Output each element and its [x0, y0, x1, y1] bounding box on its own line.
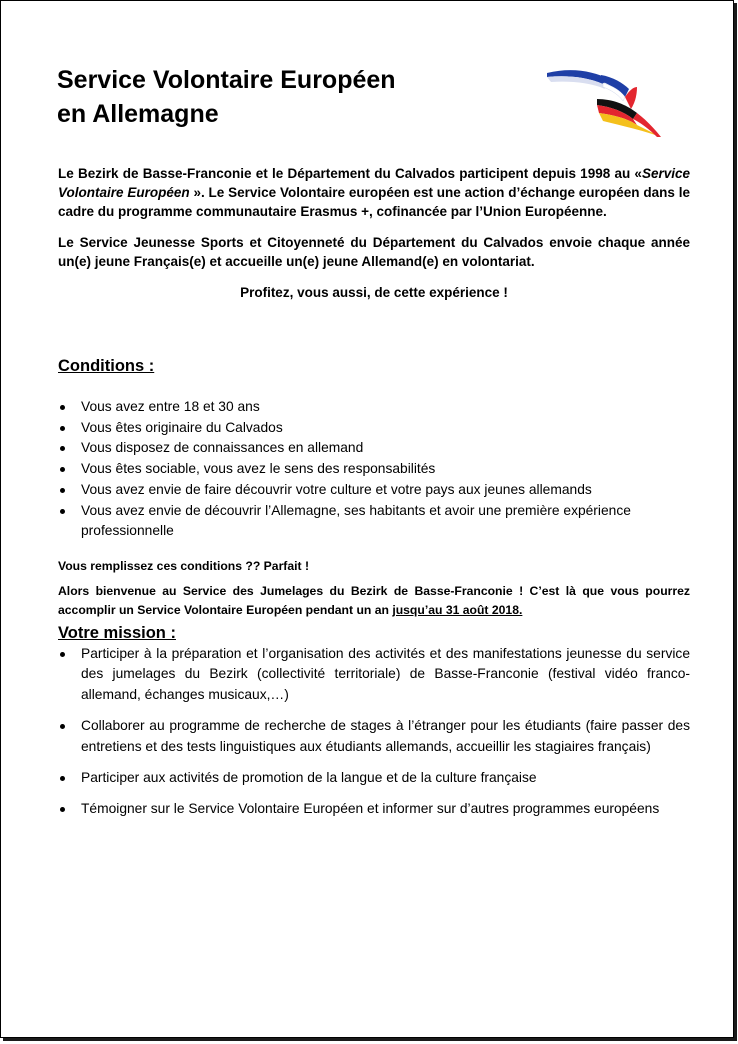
- conditions-heading: Conditions :: [58, 357, 155, 375]
- intro-p1-end: ». Le Service Volontaire européen est une action d’échange européen dans le cadre du programme communautaire Erasmus +, cofinancée par l’Union Européenne.: [58, 185, 690, 219]
- france-germany-flag-logo: [541, 65, 666, 139]
- conditions-list: [58, 397, 690, 542]
- condition-item: Vous avez envie de découvrir l’Allemagne, ses habitants et avoir une première expérience professionnelle: [58, 501, 690, 542]
- mission-heading: Votre mission :: [58, 624, 176, 642]
- intro-paragraph-2: Le Service Jeunesse Sports et Citoyenneté du Département du Calvados envoie chaque année un(e) jeune Français(e) et accueille un(e) jeune Allemand(e) en volontariat.: [58, 235, 690, 269]
- intro-p1-start: Le Bezirk de Basse-Franconie et le Département du Calvados participent depuis 1998 au «: [58, 166, 642, 181]
- alors-text: Alors bienvenue au Service des Jumelages du Bezirk de Basse-Franconie ! C’est là que vous pourrez accomplir un Service Volontaire Européen pendant un an: [58, 584, 690, 617]
- page-title: [57, 63, 396, 131]
- intro-p1-italic: Service Volontaire Européen: [58, 166, 690, 200]
- title-line-2: en Allemagne: [57, 100, 219, 128]
- condition-item: Vous disposez de connaissances en allemand: [58, 438, 690, 459]
- mission-item: Participer aux activités de promotion de la langue et de la culture française: [58, 768, 690, 788]
- profitez-line: Profitez, vous aussi, de cette expérience !: [240, 285, 508, 300]
- title-line-1: Service Volontaire Européen: [57, 66, 396, 94]
- alors-deadline: jusqu’au 31 août 2018.: [392, 603, 523, 617]
- mission-item: Participer à la préparation et l’organisation des activités et des manifestations jeunesse du service des jumelages du Bezirk (collectivité territoriale) de Basse-Franconie (festival vidéo franco-allemand, échanges musicaux,…): [58, 644, 690, 705]
- mission-item: Témoigner sur le Service Volontaire Européen et informer sur d’autres programmes européens: [58, 799, 690, 819]
- alors-paragraph: [58, 582, 690, 620]
- document-body: [58, 164, 690, 817]
- remplissez-line: Vous remplissez ces conditions ?? Parfait !: [58, 559, 310, 573]
- condition-item: Vous avez envie de faire découvrir votre culture et votre pays aux jeunes allemands: [58, 480, 690, 501]
- mission-list: [58, 644, 690, 831]
- condition-item: Vous êtes sociable, vous avez le sens des responsabilités: [58, 459, 690, 480]
- condition-item: Vous êtes originaire du Calvados: [58, 418, 690, 439]
- intro-paragraph-1: [58, 164, 690, 221]
- condition-item: Vous avez entre 18 et 30 ans: [58, 397, 690, 418]
- mission-item: Collaborer au programme de recherche de stages à l’étranger pour les étudiants (faire passer des entretiens et des tests linguistiques aux étudiants allemands, accueillir les stagiaires français): [58, 716, 690, 757]
